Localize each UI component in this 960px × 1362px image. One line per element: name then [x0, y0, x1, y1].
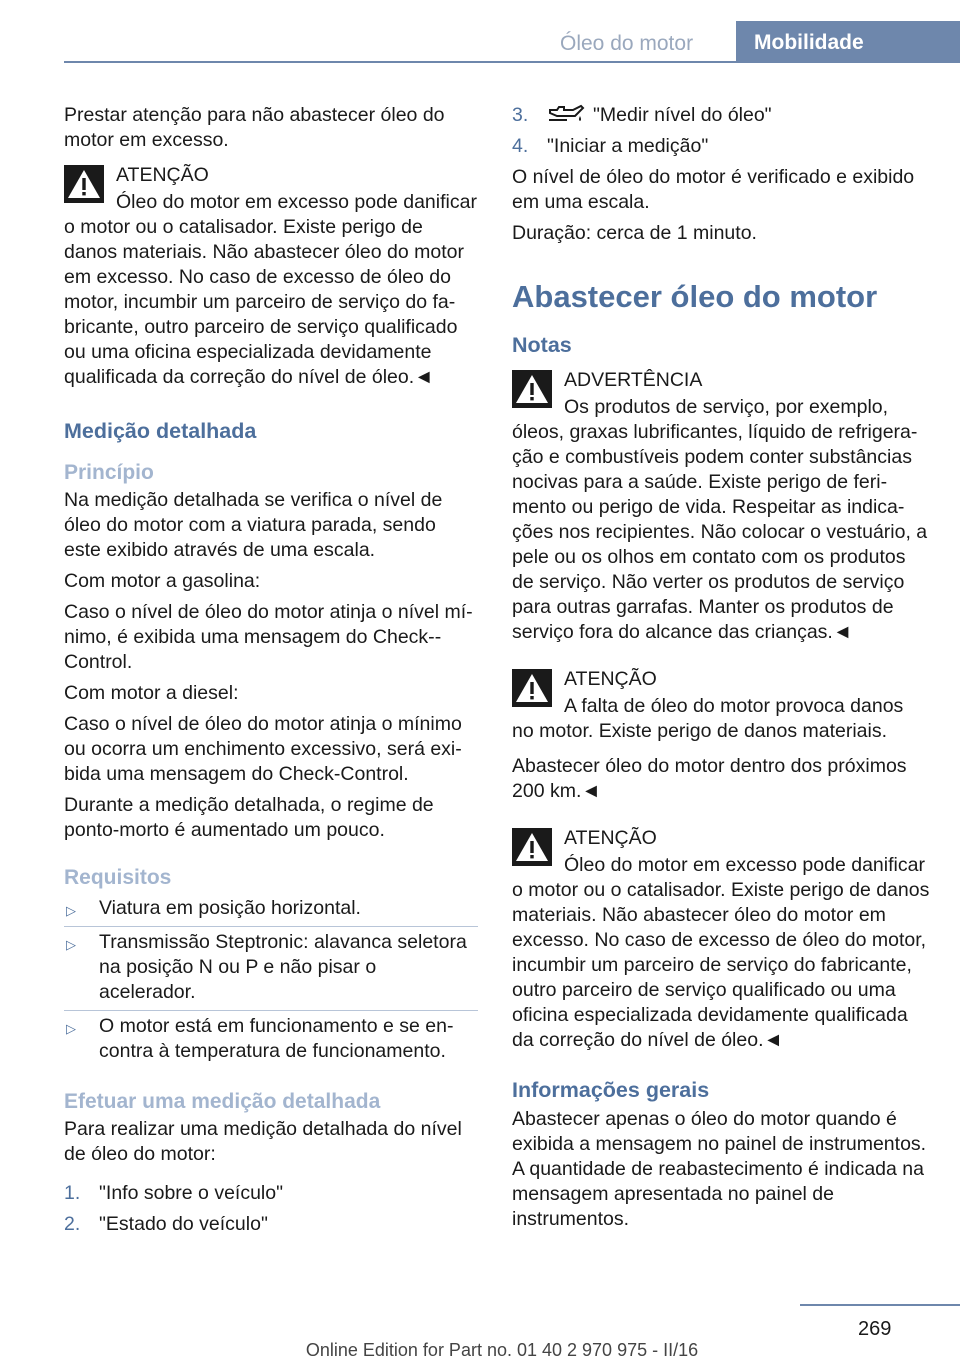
- result-paragraph: O nível de óleo do motor é verificado e exibido em uma escala.: [512, 166, 915, 213]
- list-item: 2. "Estado do veículo": [64, 1213, 268, 1235]
- warning-title: ADVERTÊNCIA: [564, 369, 703, 391]
- heading-principle: Princípio: [64, 461, 154, 484]
- steps-list-left: [64, 1181, 478, 1237]
- footer-rule: [800, 1304, 960, 1306]
- heading-perform-measurement: Efetuar uma medição detalhada: [64, 1090, 381, 1113]
- warning-body: Óleo do motor em excesso pode danificar o motor ou o catalisador. Existe perigo de danos materiais. Não abastecer óleo do motor em excesso. No caso de excesso de óleo do motor, incumbir um parceiro de serviço do fabricante, outro parceiro de serviço qualificado ou uma oficina especializada devidamente qualificada da correção do nível de óleo.◄: [64, 191, 477, 388]
- principle-paragraph-6: Durante a medição detalhada, o regime de ponto-morto é aumentado um pouco.: [64, 794, 434, 841]
- perform-intro: Para realizar uma medição detalhada do nível de óleo do motor:: [64, 1118, 462, 1165]
- oil-can-icon: [547, 104, 587, 124]
- warning-block-hazard: [512, 368, 930, 645]
- warning-extra-paragraph: Abastecer óleo do motor dentro dos próximos 200 km.◄: [512, 755, 907, 802]
- warning-block-low-oil: [512, 667, 930, 744]
- warning-triangle-icon: [512, 669, 552, 707]
- footer-edition: Online Edition for Part no. 01 40 2 970 975 - II/16: [305, 1340, 699, 1360]
- warning-block-overfill: [64, 163, 478, 390]
- warning-triangle-icon: [512, 828, 552, 866]
- list-item: ▷ Viatura em posição horizontal.: [64, 893, 478, 924]
- warning-title: ATENÇÃO: [564, 827, 657, 849]
- heading-refill-oil: Abastecer óleo do motor: [512, 279, 878, 314]
- header-section-title: Óleo do motor: [560, 32, 694, 55]
- list-item: ▷ O motor está em funcionamento e se encontra à temperatura de funcionamento.: [64, 1010, 478, 1067]
- header-chapter-tab: Mobilidade: [736, 21, 960, 62]
- bullet-triangle-icon: ▷: [66, 903, 76, 918]
- page-number: 269: [858, 1318, 892, 1340]
- heading-general-info: Informações gerais: [512, 1078, 710, 1102]
- duration-paragraph: Duração: cerca de 1 minuto.: [512, 222, 757, 244]
- warning-triangle-icon: [512, 370, 552, 408]
- list-item: 3. "Medir nível do óleo": [512, 104, 772, 126]
- heading-notes: Notas: [512, 333, 572, 357]
- principle-paragraph-3: Caso o nível de óleo do motor atinja o nível mínimo, é exibida uma mensagem do Check-Control.: [64, 601, 473, 673]
- list-item: 1. "Info sobre o veículo": [64, 1182, 284, 1204]
- general-paragraph: Abastecer apenas o óleo do motor quando é exibida a mensagem no painel de instrumentos. A quantidade de reabastecimento é indicada na mensagem apresentada no painel de instrumentos.: [512, 1108, 927, 1230]
- page-header: [0, 0, 960, 62]
- bullet-triangle-icon: ▷: [66, 937, 76, 952]
- heading-detailed-measurement: Medição detalhada: [64, 419, 257, 443]
- warning-body: Óleo do motor em excesso pode danificar o motor ou o catalisador. Existe perigo de danos materiais. Não abastecer óleo do motor em excesso. No caso de excesso de óleo do motor, incumbir um parceiro de serviço do fabricante, outro parceiro de serviço qualificado ou uma oficina especializada devidamente qualificada da correção do nível de óleo.◄: [512, 854, 930, 1051]
- intro-paragraph: Prestar atenção para não abastecer óleo do motor em excesso.: [64, 104, 445, 151]
- list-item: 4. "Iniciar a medição": [512, 135, 709, 157]
- left-column: [64, 103, 478, 1243]
- requirements-list: [64, 893, 478, 1067]
- heading-requirements: Requisitos: [64, 866, 172, 889]
- right-column: [512, 103, 930, 1238]
- principle-paragraph-5: Caso o nível de óleo do motor atinja o mínimo ou ocorra um enchimento excessivo, será exibida uma mensagem do Check-Control.: [64, 713, 462, 785]
- warning-block-overfill-2: [512, 826, 930, 1053]
- principle-paragraph-2: Com motor a gasolina:: [64, 570, 261, 592]
- steps-list-right: [512, 103, 930, 159]
- warning-body: A falta de óleo do motor provoca danos no motor. Existe perigo de danos materiais.: [512, 695, 904, 742]
- principle-paragraph-4: Com motor a diesel:: [64, 682, 239, 704]
- bullet-triangle-icon: ▷: [66, 1021, 76, 1036]
- principle-paragraph-1: Na medição detalhada se verifica o nível de óleo do motor com a viatura parada, sendo este exibido através de uma escala.: [64, 489, 443, 561]
- warning-title: ATENÇÃO: [116, 164, 209, 186]
- list-item: ▷ Transmissão Steptronic: alavanca seletora na posição N ou P e não pisar o acelerador.: [64, 926, 478, 1008]
- warning-triangle-icon: [64, 165, 104, 203]
- header-rule: [64, 61, 960, 63]
- warning-title: ATENÇÃO: [564, 668, 657, 690]
- warning-body: Os produtos de serviço, por exemplo, óleos, graxas lubrificantes, líquido de refrigeração e combustíveis podem conter substâncias nocivas para a saúde. Existe perigo de ferimento ou perigo de vida. Respeitar as indicações nos recipientes. Não colocar o vestuário, a pele ou os olhos em contato com os produtos de serviço. Não verter os produtos de serviço para outras garrafas. Manter os produtos de serviço fora do alcance das crianças.◄: [512, 396, 928, 643]
